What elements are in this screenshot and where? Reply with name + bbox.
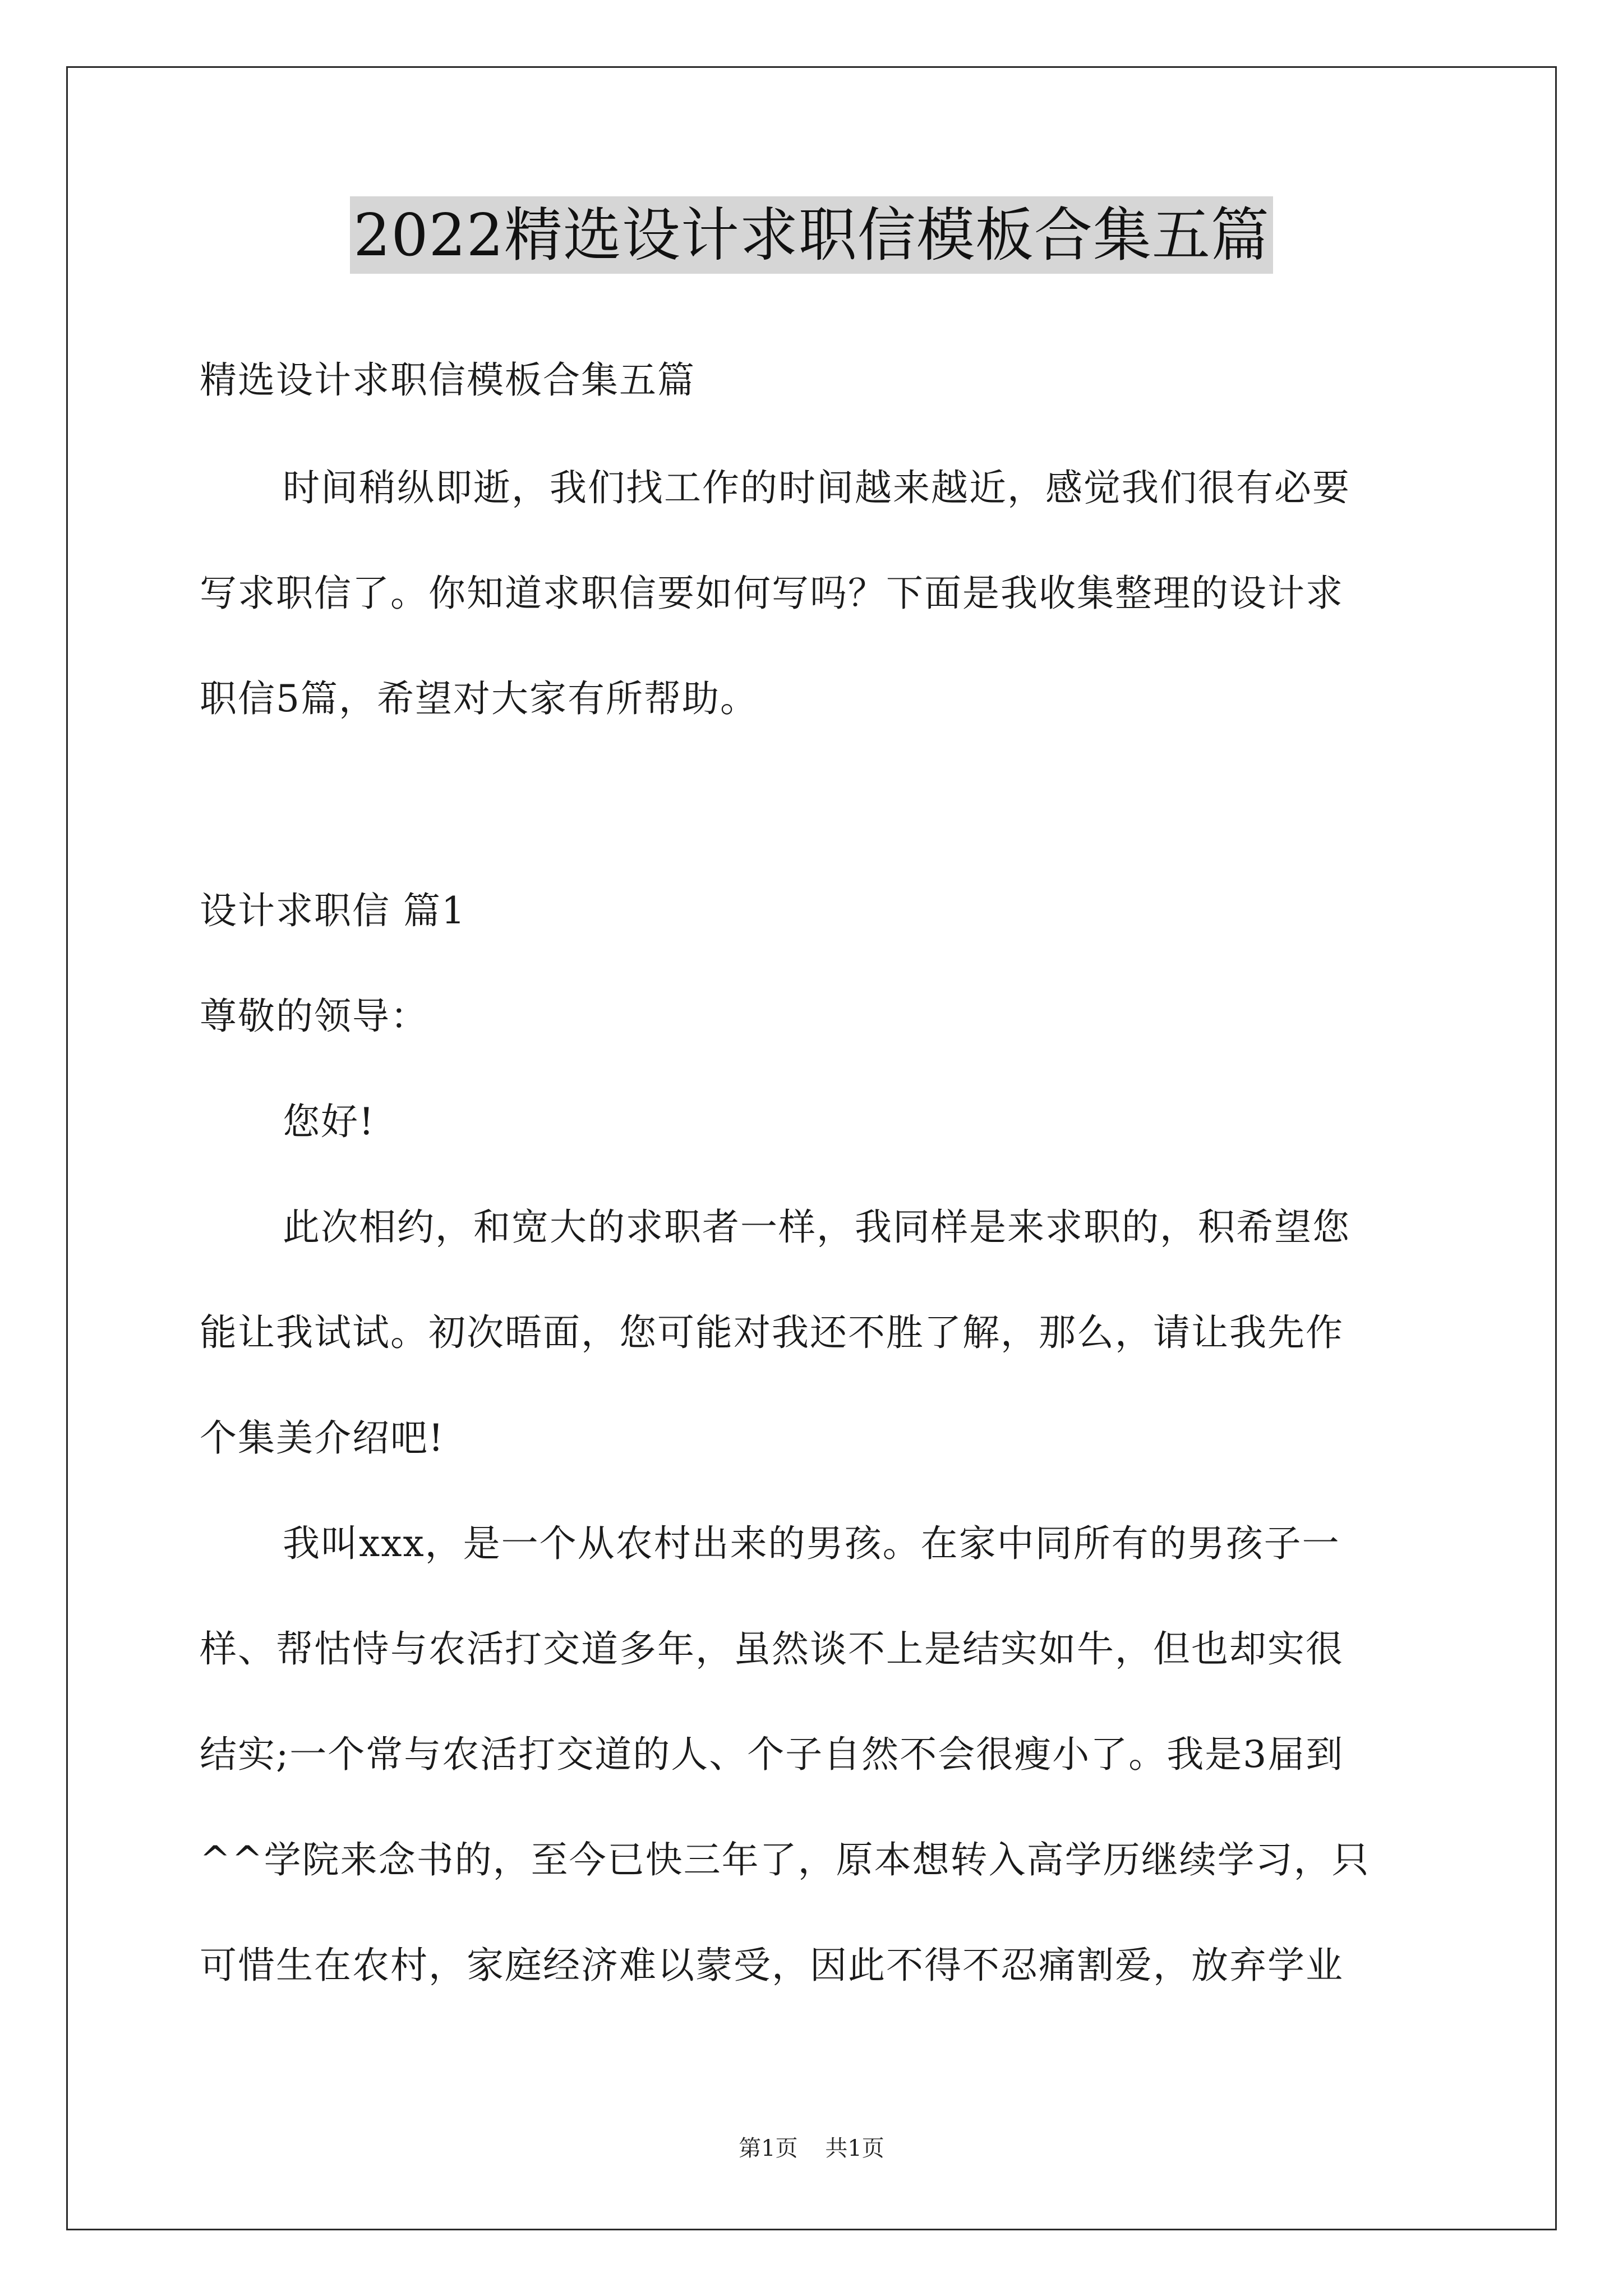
page-footer xyxy=(0,2132,1623,2165)
greeting: 您好! xyxy=(283,1100,375,1143)
intro-line-3: 职信5篇，希望对大家有所帮助。 xyxy=(200,677,758,720)
para2-line-4: ^^学院来念书的，至今已快三年了，原本想转入高学历继续学习，只 xyxy=(200,1838,1370,1881)
para2-line-5: 可惜生在农村，家庭经济难以蒙受，因此不得不忍痛割爱，放弃学业 xyxy=(200,1944,1344,1987)
para2-line-2: 样、帮怙恃与农活打交道多年，虽然谈不上是结实如牛，但也却实很 xyxy=(200,1627,1344,1671)
page-total: 共1页 xyxy=(825,2136,884,2161)
salutation: 尊敬的领导： xyxy=(200,995,428,1038)
intro-line-1: 时间稍纵即逝，我们找工作的时间越来越近，感觉我们很有必要 xyxy=(283,466,1350,509)
para1-line-1: 此次相约，和宽大的求职者一样，我同样是来求职的，积希望您 xyxy=(283,1205,1350,1249)
page-number: 第1页 xyxy=(739,2136,798,2161)
para1-line-2: 能让我试试。初次晤面，您可能对我还不胜了解，那么，请让我先作 xyxy=(200,1311,1344,1354)
document-title: 2022精选设计求职信模板合集五篇 xyxy=(350,196,1273,274)
para2-line-3: 结实;一个常与农活打交道的人、个子自然不会很瘦小了。我是3届到 xyxy=(200,1733,1344,1776)
section-heading: 设计求职信 篇1 xyxy=(200,889,466,932)
intro-line-2: 写求职信了。你知道求职信要如何写吗？下面是我收集整理的设计求 xyxy=(200,572,1344,615)
subtitle: 精选设计求职信模板合集五篇 xyxy=(200,358,695,402)
para1-line-3: 个集美介绍吧! xyxy=(200,1416,445,1460)
para2-line-1: 我叫xxx，是一个从农村出来的男孩。在家中同所有的男孩子一 xyxy=(283,1522,1340,1565)
title-container xyxy=(0,196,1623,274)
